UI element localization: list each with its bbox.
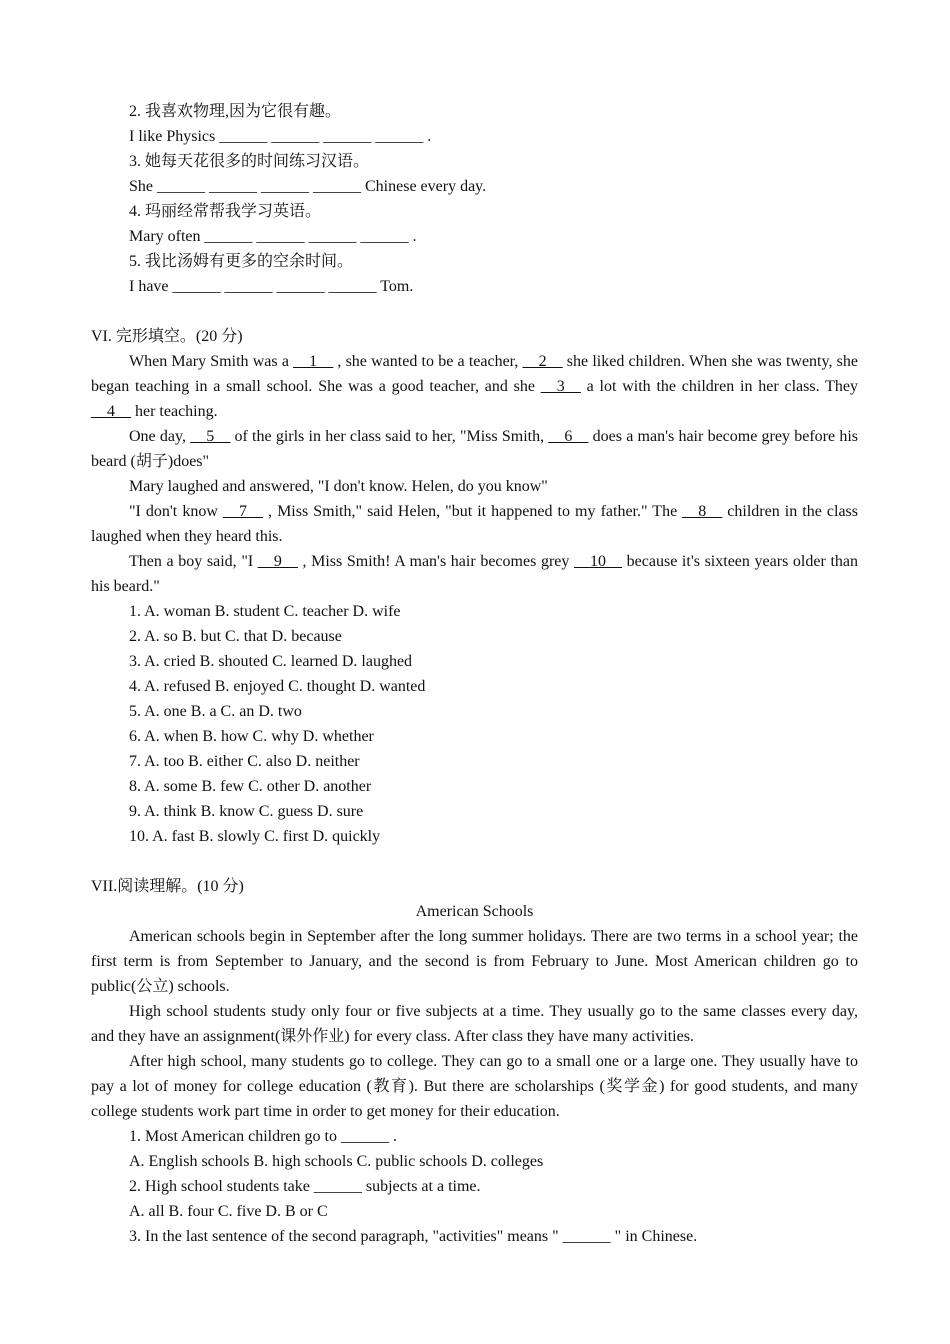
reading-question-2: 2. High school students take ______ subjects at a time.: [129, 1178, 481, 1195]
translation-answer-line: I like Physics ______ ______ ______ ______ .: [129, 128, 432, 145]
reading-options-2: A. all B. four C. five D. B or C: [129, 1203, 328, 1220]
cloze-heading: VI. 完形填空。(20 分): [91, 328, 243, 345]
blank-2: __2__: [522, 353, 563, 370]
translation-prompt: 5. 我比汤姆有更多的空余时间。: [129, 253, 354, 270]
cloze-paragraph-1: When Mary Smith was a __1__ , she wanted to be a teacher, __2__ she liked children. When she was twenty, she began teaching in a small school. She was a good teacher, and she __3__ a lot with the children in her class. They __4__ her teaching.: [91, 353, 859, 420]
cloze-option-8: 8. A. some B. few C. other D. another: [129, 778, 372, 795]
translation-prompt: 4. 玛丽经常帮我学习英语。: [129, 203, 322, 220]
cloze-option-6: 6. A. when B. how C. why D. whether: [129, 728, 374, 745]
translation-section: [91, 99, 858, 299]
cloze-option-9: 9. A. think B. know C. guess D. sure: [129, 803, 364, 820]
blank-7: __7__: [222, 503, 263, 520]
blank-6: __6__: [548, 428, 589, 445]
reading-question-1: 1. Most American children go to ______ .: [129, 1128, 397, 1145]
passage-paragraph-1: American schools begin in September after the long summer holidays. There are two terms in a school year; the first term is from September to January, and the second is from February to June. Most American children go to public(公立) schools.: [91, 928, 858, 995]
blank-3: __3__: [540, 378, 581, 395]
cloze-option-10: 10. A. fast B. slowly C. first D. quickly: [129, 828, 381, 845]
translation-answer-line: I have ______ ______ ______ ______ Tom.: [129, 278, 414, 295]
reading-question-3: 3. In the last sentence of the second paragraph, "activities" means " ______ " in Chinese.: [129, 1228, 698, 1245]
cloze-paragraph-2: One day, __5__ of the girls in her class said to her, "Miss Smith, __6__ does a man's hair become grey before his beard (胡子)does": [91, 428, 859, 470]
passage-paragraph-2: High school students study only four or five subjects at a time. They usually go to the same classes every day, and they have an assignment(课外作业) for every class. After class they have many activities.: [91, 1003, 858, 1045]
cloze-option-2: 2. A. so B. but C. that D. because: [129, 628, 342, 645]
exam-page: [91, 99, 858, 1249]
cloze-option-7: 7. A. too B. either C. also D. neither: [129, 753, 360, 770]
blank-4: __4__: [91, 403, 131, 420]
cloze-paragraph-3: Mary laughed and answered, "I don't know. Helen, do you know": [129, 478, 548, 495]
blank-1: __1__: [293, 353, 334, 370]
cloze-option-3: 3. A. cried B. shouted C. learned D. laughed: [129, 653, 413, 670]
reading-heading: VII.阅读理解。(10 分): [91, 878, 244, 895]
passage-title: American Schools: [415, 903, 534, 920]
blank-10: __10__: [574, 553, 623, 570]
cloze-paragraph-5: Then a boy said, "I __9__ , Miss Smith! A man's hair becomes grey __10__ because it's sixteen years older than his beard.": [91, 553, 858, 595]
cloze-section: [91, 324, 858, 849]
translation-prompt: 2. 我喜欢物理,因为它很有趣。: [129, 103, 342, 120]
translation-prompt: 3. 她每天花很多的时间练习汉语。: [129, 153, 370, 170]
passage-paragraph-3: After high school, many students go to college. They can go to a small one or a large one. They usually have to pay a lot of money for college education (教育). But there are scholarships (奖学金) for good students, and many college students work part time in order to get money for their education.: [91, 1053, 858, 1120]
reading-options-1: A. English schools B. high schools C. public schools D. colleges: [129, 1153, 544, 1170]
reading-section: [91, 874, 858, 1249]
blank-5: __5__: [190, 428, 231, 445]
cloze-paragraph-4: "I don't know __7__ , Miss Smith," said Helen, "but it happened to my father." The __8__ children in the class laughed when they heard this.: [91, 503, 859, 545]
translation-answer-line: Mary often ______ ______ ______ ______ .: [129, 228, 417, 245]
cloze-option-5: 5. A. one B. a C. an D. two: [129, 703, 302, 720]
blank-8: __8__: [682, 503, 723, 520]
cloze-option-1: 1. A. woman B. student C. teacher D. wife: [129, 603, 401, 620]
blank-9: __9__: [257, 553, 298, 570]
translation-answer-line: She ______ ______ ______ ______ Chinese every day.: [129, 178, 487, 195]
cloze-option-4: 4. A. refused B. enjoyed C. thought D. wanted: [129, 678, 426, 695]
